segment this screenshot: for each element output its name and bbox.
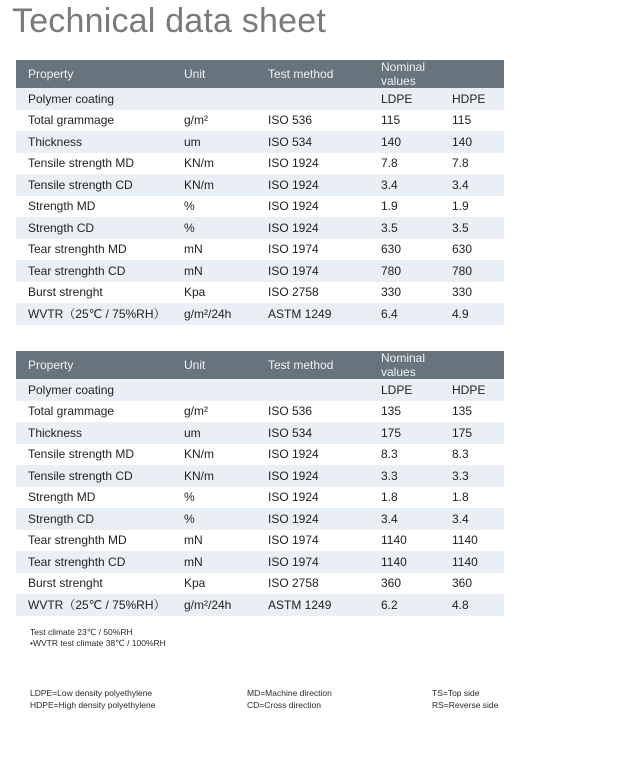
table-cell: um	[172, 131, 256, 153]
table-cell: Tear strenghth MD	[16, 530, 172, 552]
table-row	[16, 594, 504, 616]
table-cell: LDPE	[369, 88, 440, 110]
table-cell: %	[172, 487, 256, 509]
spec-table-1	[16, 60, 504, 325]
table-header-row	[16, 351, 504, 379]
table-cell: 1140	[440, 530, 504, 552]
table-row	[16, 303, 504, 325]
table-cell: 4.9	[440, 303, 504, 325]
table-cell: Polymer coating	[16, 379, 172, 401]
column-header	[440, 60, 504, 88]
table-row	[16, 422, 504, 444]
table-cell: Strength CD	[16, 508, 172, 530]
table-cell: ISO 1924	[256, 465, 369, 487]
table-cell: LDPE	[369, 379, 440, 401]
table-cell: ISO 1974	[256, 530, 369, 552]
table-cell: 3.5	[369, 217, 440, 239]
table-cell: 140	[440, 131, 504, 153]
table-cell: ASTM 1249	[256, 303, 369, 325]
table-cell: Tear strenghth CD	[16, 551, 172, 573]
table-cell: 3.4	[369, 508, 440, 530]
table-cell: ISO 1974	[256, 260, 369, 282]
table-row	[16, 217, 504, 239]
table-cell: 330	[369, 282, 440, 304]
table-cell: Thickness	[16, 131, 172, 153]
table-cell: 3.3	[369, 465, 440, 487]
note-line: Test climate 23℃ / 50%RH	[30, 627, 133, 637]
column-header: Property	[16, 351, 172, 379]
table-cell: ISO 536	[256, 110, 369, 132]
table-cell: 8.3	[440, 444, 504, 466]
table-cell: ISO 2758	[256, 282, 369, 304]
table-cell: ISO 534	[256, 422, 369, 444]
table-row	[16, 131, 504, 153]
table-cell: ISO 534	[256, 131, 369, 153]
legend-item: RS=Reverse side	[432, 699, 499, 710]
table-cell: ISO 1924	[256, 153, 369, 175]
table-cell: 6.4	[369, 303, 440, 325]
table-cell: mN	[172, 260, 256, 282]
table-row	[16, 379, 504, 401]
table-cell: g/m²	[172, 401, 256, 423]
table-cell: 1140	[369, 551, 440, 573]
table-cell: WVTR（25℃ / 75%RH）	[16, 594, 172, 616]
table-row	[16, 530, 504, 552]
table-row	[16, 465, 504, 487]
table-cell: ISO 1924	[256, 174, 369, 196]
table-cell: Thickness	[16, 422, 172, 444]
table-cell: Tensile strength CD	[16, 465, 172, 487]
table-cell: Strength MD	[16, 196, 172, 218]
table-cell: 175	[440, 422, 504, 444]
table-cell: 360	[440, 573, 504, 595]
table-cell: ISO 1924	[256, 508, 369, 530]
legend-column-2	[247, 688, 332, 711]
table-cell: Kpa	[172, 573, 256, 595]
legend-column-1	[30, 688, 155, 711]
table-row	[16, 551, 504, 573]
table-cell: mN	[172, 551, 256, 573]
table-row	[16, 260, 504, 282]
table-cell: WVTR（25℃ / 75%RH）	[16, 303, 172, 325]
table-cell: ISO 1974	[256, 551, 369, 573]
legend-item: HDPE=High density polyethylene	[30, 699, 156, 710]
table-cell: 1140	[369, 530, 440, 552]
table-header-row	[16, 60, 504, 88]
table-cell: mN	[172, 239, 256, 261]
table-cell: Tensile strength MD	[16, 153, 172, 175]
table-cell: 1.9	[369, 196, 440, 218]
table-row	[16, 573, 504, 595]
table-cell: Burst strenght	[16, 573, 172, 595]
column-header: Test method	[256, 60, 369, 88]
test-notes	[30, 627, 166, 649]
column-header: Unit	[172, 60, 256, 88]
table-cell: 7.8	[369, 153, 440, 175]
table-cell: 4.8	[440, 594, 504, 616]
table-cell: KN/m	[172, 174, 256, 196]
table-row	[16, 174, 504, 196]
table-row	[16, 196, 504, 218]
table-cell: ISO 536	[256, 401, 369, 423]
table-cell: 1140	[440, 551, 504, 573]
table-cell	[172, 379, 256, 401]
table-cell: ISO 2758	[256, 573, 369, 595]
table-cell: 330	[440, 282, 504, 304]
note-line: •WVTR test climate 38℃ / 100%RH	[30, 638, 166, 648]
table-cell: 780	[440, 260, 504, 282]
table-cell	[256, 379, 369, 401]
table-cell: 135	[440, 401, 504, 423]
table-row	[16, 153, 504, 175]
table-cell: %	[172, 196, 256, 218]
table-row	[16, 239, 504, 261]
table-cell: mN	[172, 530, 256, 552]
table-cell: g/m²/24h	[172, 594, 256, 616]
table-row	[16, 487, 504, 509]
column-header: Test method	[256, 351, 369, 379]
table-cell: HDPE	[440, 88, 504, 110]
table-cell: 1.9	[440, 196, 504, 218]
table-cell: um	[172, 422, 256, 444]
table-cell: 6.2	[369, 594, 440, 616]
table-cell: 3.4	[440, 174, 504, 196]
table-cell: Kpa	[172, 282, 256, 304]
table-cell: KN/m	[172, 465, 256, 487]
table-cell: ASTM 1249	[256, 594, 369, 616]
table-cell: Tear strenghth CD	[16, 260, 172, 282]
table-row	[16, 444, 504, 466]
column-header: Unit	[172, 351, 256, 379]
table-cell: 3.5	[440, 217, 504, 239]
legend-item: TS=Top side	[432, 688, 480, 698]
table-cell: KN/m	[172, 444, 256, 466]
table-cell: %	[172, 508, 256, 530]
column-header: Property	[16, 60, 172, 88]
table-cell: Burst strenght	[16, 282, 172, 304]
column-header	[440, 351, 504, 379]
table-row	[16, 401, 504, 423]
table-cell: 3.3	[440, 465, 504, 487]
table-cell: 140	[369, 131, 440, 153]
table-cell: Total grammage	[16, 401, 172, 423]
table-cell: Total grammage	[16, 110, 172, 132]
table-cell: Polymer coating	[16, 88, 172, 110]
table-cell: Tensile strength MD	[16, 444, 172, 466]
table-row	[16, 508, 504, 530]
table-cell: 360	[369, 573, 440, 595]
table-row	[16, 282, 504, 304]
table-cell: 115	[440, 110, 504, 132]
spec-table-2	[16, 351, 504, 616]
table-cell: 1.8	[369, 487, 440, 509]
legend-item: MD=Machine direction	[247, 688, 332, 698]
table-cell	[172, 88, 256, 110]
table-cell: Tear strenghth MD	[16, 239, 172, 261]
table-cell: ISO 1924	[256, 196, 369, 218]
legend-item: CD=Cross direction	[247, 699, 321, 710]
page-title: Technical data sheet	[12, 2, 326, 40]
table-cell: Strength CD	[16, 217, 172, 239]
table-cell	[256, 88, 369, 110]
column-header: Nominal values	[369, 351, 440, 379]
table-cell: 630	[369, 239, 440, 261]
column-header: Nominal values	[369, 60, 440, 88]
legend-column-3	[432, 688, 498, 711]
table-cell: g/m²/24h	[172, 303, 256, 325]
table-cell: ISO 1924	[256, 444, 369, 466]
table-cell: ISO 1974	[256, 239, 369, 261]
table-cell: 8.3	[369, 444, 440, 466]
table-row	[16, 88, 504, 110]
table-cell: 780	[369, 260, 440, 282]
legend-item: LDPE=Low density polyethylene	[30, 688, 153, 698]
table-cell: 3.4	[440, 508, 504, 530]
table-cell: 175	[369, 422, 440, 444]
table-cell: ISO 1924	[256, 217, 369, 239]
table-cell: ISO 1924	[256, 487, 369, 509]
table-cell: Strength MD	[16, 487, 172, 509]
table-cell: 3.4	[369, 174, 440, 196]
table-cell: Tensile strength CD	[16, 174, 172, 196]
table-cell: g/m²	[172, 110, 256, 132]
table-cell: 1.8	[440, 487, 504, 509]
table-cell: %	[172, 217, 256, 239]
table-cell: KN/m	[172, 153, 256, 175]
table-cell: HDPE	[440, 379, 504, 401]
table-row	[16, 110, 504, 132]
table-cell: 7.8	[440, 153, 504, 175]
table-cell: 115	[369, 110, 440, 132]
table-cell: 135	[369, 401, 440, 423]
table-cell: 630	[440, 239, 504, 261]
